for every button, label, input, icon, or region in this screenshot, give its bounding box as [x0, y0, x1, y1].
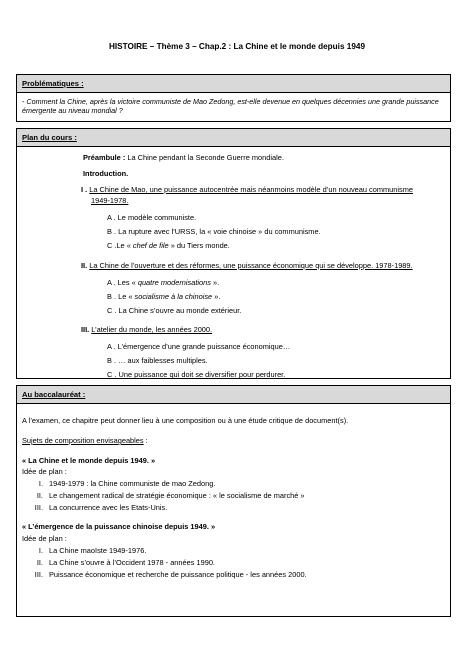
- subject-1-item-1-text: 1949-1979 : la Chine communiste de mao Zedong.: [49, 479, 216, 488]
- section-2-item-a-post: ».: [210, 278, 220, 287]
- subject-1-item-1-num: I.: [38, 479, 43, 488]
- section-3-item-c: C . Une puissance qui doit se diversifier pour perdurer.: [107, 370, 286, 379]
- subject-1-item-2-text: Le changement radical de stratégie économique : « le socialisme de marché »: [49, 491, 305, 500]
- section-1-item-c-pre: C .Le «: [107, 241, 133, 250]
- section-3-number: III.: [81, 325, 90, 334]
- subject-2-item-2-text: La Chine s’ouvre à l’Occident 1978 - années 1990.: [49, 558, 215, 567]
- introduction: Introduction.: [83, 169, 129, 178]
- section-3-title-text: L’atelier du monde, les années 2000.: [91, 325, 213, 334]
- subject-2-item-2-num: II.: [36, 558, 43, 567]
- plan-heading: Plan du cours :: [17, 129, 450, 147]
- subjects-heading-line: [22, 436, 148, 445]
- problematiques-heading: Problématiques :: [17, 75, 450, 93]
- section-2-item-b-pre: B . Le «: [107, 292, 135, 301]
- section-2-item-c: C . La Chine s’ouvre au monde extérieur.: [107, 306, 242, 315]
- bac-heading: Au baccalauréat :: [17, 386, 450, 404]
- section-2-item-a: [107, 278, 219, 287]
- subjects-colon: :: [143, 436, 148, 445]
- subject-1-item-3-num: III.: [34, 503, 43, 512]
- subject-2-title: « L’émergence de la puissance chinoise depuis 1949. »: [22, 522, 216, 531]
- section-1-title-a: La Chine de Mao, une puissance autocentrée mais néanmoins modèle d’un nouveau communisme: [89, 185, 413, 194]
- subject-1-plan-label: Idée de plan :: [22, 467, 67, 476]
- section-2-item-b: [107, 292, 220, 301]
- subject-2-item-3-num: III.: [34, 570, 43, 579]
- section-2-title-text: La Chine de l’ouverture et des réformes, une puissance économique qui se développe. 1978-1989.: [89, 261, 413, 270]
- subject-2-item-1-text: La Chine maoïste 1949-1976.: [49, 546, 147, 555]
- subjects-heading: Sujets de composition envisageables: [22, 436, 144, 445]
- section-3-item-a: A . L’émergence d’une grande puissance économique…: [107, 342, 291, 351]
- section-1-item-c-italic: chef de file: [132, 241, 169, 250]
- section-1-item-a: A . Le modèle communiste.: [107, 213, 197, 222]
- bac-box: [16, 385, 451, 617]
- section-1-title: [81, 185, 413, 194]
- section-3-title: [81, 325, 212, 334]
- section-2-title: [81, 261, 413, 270]
- section-2-item-a-italic: quatre modernisations: [137, 278, 211, 287]
- section-1-item-b: B . La rupture avec l’URSS, la « voie chinoise » du communisme.: [107, 227, 321, 236]
- subject-2-item-1-num: I.: [38, 546, 43, 555]
- preambule-line: [83, 153, 284, 162]
- bac-intro: A l’examen, ce chapitre peut donner lieu à une composition ou à une étude critique de document(s).: [22, 416, 349, 425]
- problematiques-box: [16, 74, 451, 122]
- subject-1-item-2-num: II.: [36, 491, 43, 500]
- section-1-item-c: [107, 241, 230, 250]
- problematiques-text: - Comment la Chine, après la victoire communiste de Mao Zedong, est-elle devenue en quelques décennies une grande puissance émergente au niveau mondial ?: [22, 97, 439, 115]
- section-2-item-b-post: ».: [212, 292, 221, 301]
- plan-box: [16, 128, 451, 379]
- section-2-number: II.: [81, 261, 88, 270]
- section-1-number: I .: [81, 185, 88, 194]
- preambule-label: Préambule :: [83, 153, 126, 162]
- subject-2-plan-label: Idée de plan :: [22, 534, 67, 543]
- preambule-text: La Chine pendant la Seconde Guerre mondiale.: [125, 153, 284, 162]
- section-1-title-b: 1949-1978.: [91, 196, 129, 205]
- section-2-item-b-italic: socialisme à la chinoise: [134, 292, 213, 301]
- subject-1-item-3-text: La concurrence avec les Etats-Unis.: [49, 503, 168, 512]
- section-1-item-c-post: » du Tiers monde.: [168, 241, 230, 250]
- section-3-item-b: B . … aux faiblesses multiples.: [107, 356, 208, 365]
- page-title: HISTOIRE – Thème 3 – Chap.2 : La Chine et le monde depuis 1949: [108, 42, 365, 51]
- subject-2-item-3-text: Puissance économique et recherche de puissance politique - les années 2000.: [49, 570, 307, 579]
- subject-1-title: « La Chine et le monde depuis 1949. »: [22, 456, 156, 465]
- section-2-item-a-pre: A . Les «: [107, 278, 138, 287]
